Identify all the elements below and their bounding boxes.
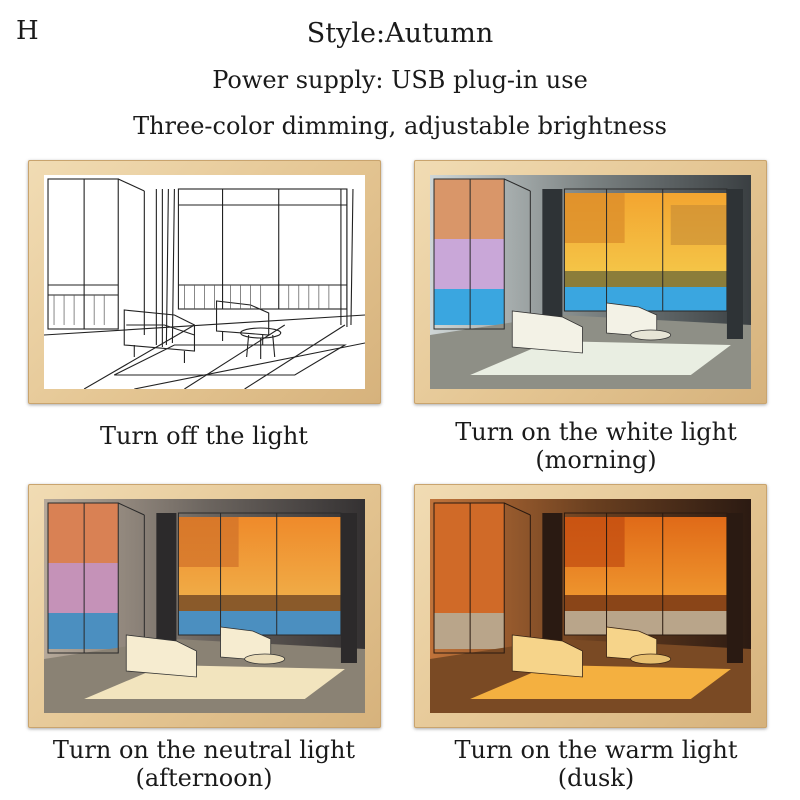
panel-warm-light — [414, 484, 767, 728]
caption-line-2: (afternoon) — [135, 764, 273, 792]
caption-line-1: Turn off the light — [100, 422, 308, 450]
scene-white-light — [430, 175, 751, 389]
scene-neutral-light — [44, 499, 365, 713]
caption-warm-light — [396, 736, 796, 792]
corner-label: H — [16, 16, 39, 46]
panel-neutral-light — [28, 484, 381, 728]
power-supply-line: Power supply: USB plug-in use — [212, 66, 588, 94]
caption-line-1: Turn on the white light — [455, 418, 737, 446]
caption-line-2: (morning) — [535, 446, 657, 474]
caption-line-1: Turn on the warm light — [454, 736, 738, 764]
panel-white-light — [414, 160, 767, 404]
caption-white-light — [396, 418, 796, 474]
caption-line-1: Turn on the neutral light — [52, 736, 356, 764]
feature-line: Three-color dimming, adjustable brightness — [133, 112, 667, 140]
caption-neutral-light — [4, 736, 404, 792]
caption-light-off — [4, 422, 404, 450]
scene-line-drawing — [44, 175, 365, 389]
style-line: Style:Autumn — [306, 18, 494, 49]
caption-line-2: (dusk) — [557, 764, 635, 792]
scene-warm-light — [430, 499, 751, 713]
panel-light-off — [28, 160, 381, 404]
